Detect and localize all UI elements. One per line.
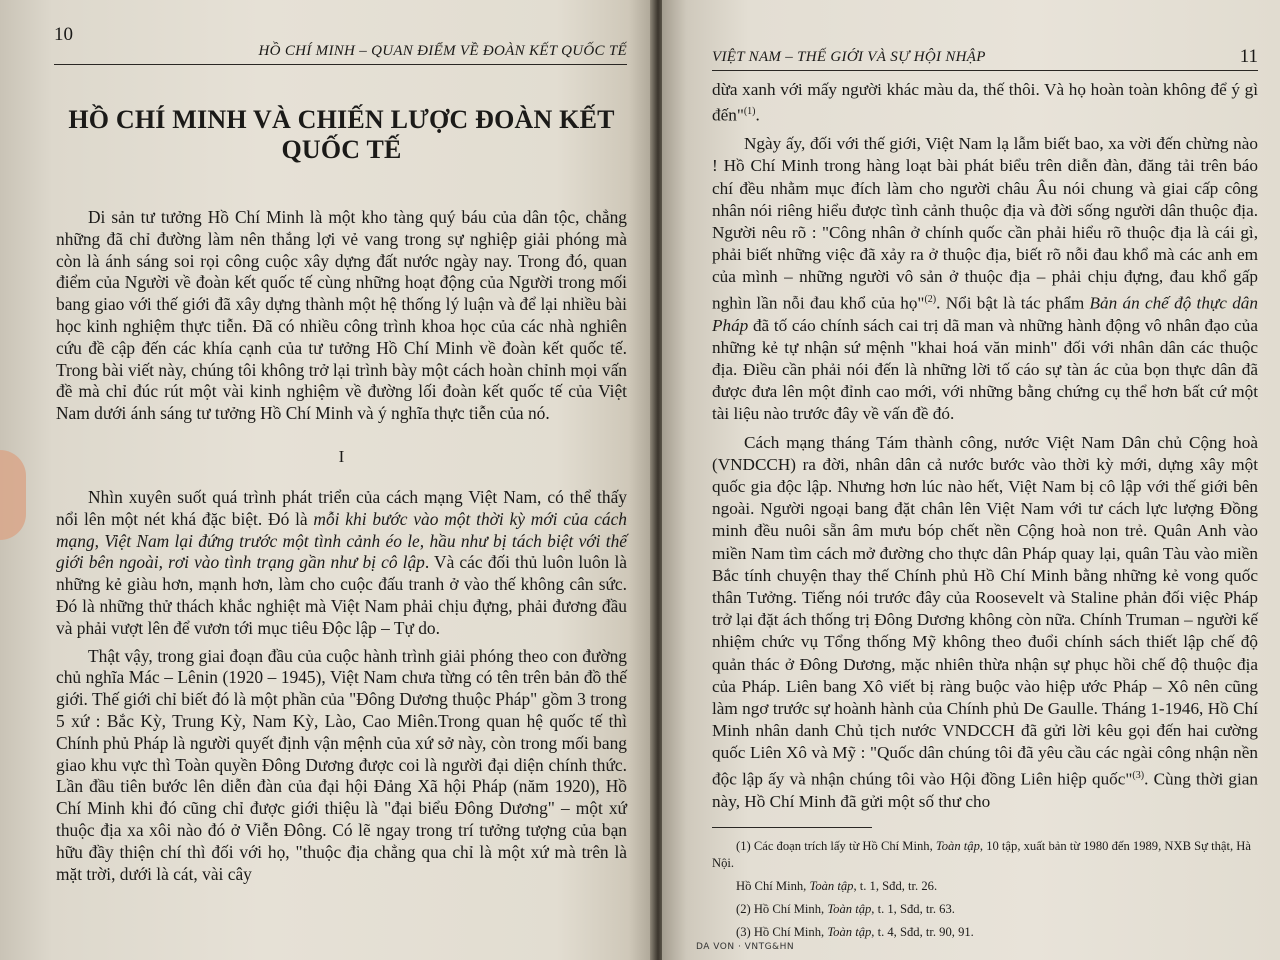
right-paragraph-1 xyxy=(712,79,1258,127)
text-run: , t. 1, Sđd, tr. 63. xyxy=(871,901,955,916)
footnote-ref: (2) xyxy=(924,293,937,305)
footnote-ref: (1) xyxy=(743,106,756,118)
text-run: . Cùng thời gian này, Hồ Chí Minh đã gửi một số thư cho xyxy=(712,769,1258,811)
right-paragraph-3 xyxy=(712,432,1258,813)
left-running-header xyxy=(54,20,627,65)
footnote-ref: (3) xyxy=(1132,769,1145,781)
text-run: Ngày ấy, đối với thế giới, Việt Nam lạ lẫm biết bao, xa vời đến chừng nào ! Hồ Chí Minh trong hàng loạt bài phát biểu trên diễn đàn, đăng tải trên báo chí đều nhằm mục đích làm cho người châu Âu nói chung và giai cấp công nhân nói riêng hiểu được tình cảnh thuộc địa và đời sống người dân thuộc địa. Người nêu rõ : "Công nhân ở chính quốc cần phải hiểu rõ thuộc địa là cái gì, phải biết những việc đã xảy ra ở thuộc địa, biết rõ nỗi đau khổ mà các anh em của mình – những người vô sản ở thuộc địa – phải chịu đựng, đau khổ gấp nghìn lần nỗi đau khổ của họ" xyxy=(712,134,1258,313)
section-number: I xyxy=(338,446,345,466)
footnote-1 xyxy=(712,838,1258,872)
left-page-number: 10 xyxy=(54,24,73,45)
italic-text-run: Bản án chế độ thực dân Pháp xyxy=(712,293,1258,335)
text-run: (1) Các đoạn trích lấy từ Hồ Chí Minh, xyxy=(736,838,936,853)
text-run: , 10 tập, xuất bản từ 1980 đến 1989, NXB Sự thật, Hà Nội. xyxy=(712,838,1251,870)
section-paragraph-2: Thật vậy, trong giai đoạn đầu của cuộc hành trình giải phóng theo con đường chủ nghĩa Mác – Lênin (1920 – 1945), Việt Nam chưa từng có tên trên bản đồ thế giới. Thế giới chỉ biết đó là một phần của "Đông Dương thuộc Pháp" gồm 3 trong 5 xứ : Bắc Kỳ, Trung Kỳ, Nam Kỳ, Lào, Cao Miên.Trong quan hệ quốc tế thì Chính phủ Pháp là người quyết định vận mệnh của xứ sở này, còn trong mối bang giao khu vực thì Toàn quyền Đông Dương được coi là người đại diện chính thức. Lần đầu tiên bước lên diễn đàn của đại hội Đảng Xã hội Pháp (năm 1920), Hồ Chí Minh khi đó cũng chỉ được giới thiệu là "đại biểu Đông Dương" – một xứ thuộc địa xa xôi nào đó ở Viễn Đông. Có lẽ ngay trong trí tưởng tượng của bạn hữu đầy thiện chí thì đối với họ, "thuộc địa chẳng qua chỉ là một xứ mà trên là mặt trời, dưới là cát, vài cây xyxy=(56,645,627,884)
italic-text-run: Toàn tập xyxy=(827,924,872,939)
right-running-header xyxy=(712,40,1258,71)
intro-paragraph: Di sản tư tưởng Hồ Chí Minh là một kho tàng quý báu của dân tộc, chẳng những đã chỉ đường làm nên thắng lợi vẻ vang trong sự nghiệp giải phóng mà còn là ánh sáng soi rọi công cuộc xây dựng đất nước ngày nay. Trong đó, quan điểm của Người về đoàn kết quốc tế cùng những hoạt động của Người trong mối bang giao với thế giới đã xây dựng thành một hệ thống lý luận và để lại nhiều bài học kinh nghiệm thực tiễn. Đã có nhiều công trình khoa học của các nhà nghiên cứu đề cập đến các khía cạnh của tư tưởng Hồ Chí Minh về đoàn kết quốc tế. Trong bài viết này, chúng tôi không trở lại trình bày một cách hoàn chỉnh mọi vấn đề mà chỉ đúc rút một vài kinh nghiệm về đường lối đoàn kết quốc tế của Việt Nam dưới ánh sáng tư tưởng Hồ Chí Minh và ý nghĩa thực tiễn của nó. xyxy=(56,207,627,424)
footnote-3 xyxy=(712,924,1258,941)
left-running-title: HỒ CHÍ MINH – QUAN ĐIỂM VỀ ĐOÀN KẾT QUỐC TẾ xyxy=(258,43,627,59)
right-page-number: 11 xyxy=(1239,46,1258,67)
right-page xyxy=(662,0,1280,960)
text-run: (3) Hồ Chí Minh, xyxy=(736,924,828,939)
right-paragraph-2 xyxy=(712,133,1258,425)
text-run: đã tố cáo chính sách cai trị dã man và những hành động vô nhân đạo của những kẻ tự nhận sứ mệnh "khai hoá văn minh" đối với nhân dân các thuộc địa. Điều cần phải nói đến là những lời tố cáo sự tàn ác của bọn thực dân đã được đưa lên một đỉnh cao mới, với những bằng chứng cụ thể hơn bất cứ một tài liệu nào trước đây về vấn đề đó. xyxy=(712,315,1258,424)
italic-text-run: Toàn tập xyxy=(809,878,854,893)
text-run: , t. 1, Sđd, tr. 26. xyxy=(853,878,938,893)
text-run: Hồ Chí Minh, xyxy=(736,878,810,893)
italic-text-run: Toàn tập xyxy=(827,901,872,916)
italic-text-run: mỗi khi bước vào một thời kỳ mới của cách mạng, Việt Nam lại đứng trước một tình cảnh éo le, hầu như bị tách biệt với thế giới bên ngoài, rơi vào tình trạng gần như bị cô lập xyxy=(56,508,627,573)
imprint-note: DA VON · VNTG&HN xyxy=(696,942,795,952)
chapter-title: HỒ CHÍ MINH VÀ CHIẾN LƯỢC ĐOÀN KẾT QUỐC TẾ xyxy=(68,105,615,164)
section-paragraph-1 xyxy=(56,487,627,640)
italic-text-run: Toàn tập xyxy=(935,838,980,853)
text-run: . Và các đối thủ luôn luôn là những kẻ giàu hơn, mạnh hơn, làm cho cuộc đấu tranh ở vào thế không cân sức. Đó là những thử thách khắc nghiệt mà Việt Nam phải chịu đựng, phải đương đầu và phải vượt lên để vươn tới mục tiêu Độc lập – Tự do. xyxy=(56,552,628,638)
footnote-2 xyxy=(712,901,1258,918)
text-run: Nhìn xuyên suốt quá trình phát triển của cách mạng Việt Nam, có thể thấy nổi lên một nét khá đặc biệt. Đó là xyxy=(56,486,627,529)
text-run: dừa xanh với mấy người khác màu da, thế thôi. Và họ hoàn toàn không để ý gì đến" xyxy=(712,80,1258,125)
text-run: , t. 4, Sđd, tr. 90, 91. xyxy=(871,924,974,939)
footnote-1b xyxy=(712,878,1258,895)
text-run: (2) Hồ Chí Minh, xyxy=(736,901,828,916)
text-run: . xyxy=(755,105,760,125)
thumb-at-edge xyxy=(0,450,26,540)
footnote-rule xyxy=(712,827,872,828)
right-running-title: VIỆT NAM – THẾ GIỚI VÀ SỰ HỘI NHẬP xyxy=(712,49,986,65)
text-run: . Nổi bật là tác phẩm xyxy=(936,293,1090,313)
text-run: Cách mạng tháng Tám thành công, nước Việt Nam Dân chủ Cộng hoà (VNDCCH) ra đời, nhân dân cả nước bước vào thời kỳ mới, dựng xây một quốc gia độc lập. Nhưng hơn lúc nào hết, Việt Nam bị cô lập với thế giới bên ngoài. Người ngoại bang đặt chân lên Việt Nam với tư cách lực lượng Đồng minh đều nuôi sẵn âm mưu bóp chết nền Cộng hoà non trẻ. Quân Anh vào miền Nam tìm cách mở đường cho thực dân Pháp quay lại, quân Tàu vào miền Bắc tính chuyện thay thế Chính phủ Hồ Chí Minh bằng những kẻ vong quốc thân Tưởng. Tiếng nói trước đây của Roosevelt và Staline phản đối việc Pháp trở lại đặt ách thống trị Đông Dương không còn nữa. Chính Truman – người kế nhiệm chức vụ Tổng thống Mỹ không theo đuổi chính sách thiết lập chế độ quản thác ở Đông Dương, mặc nhiên thừa nhận sự phục hồi chế độ thuộc địa của Pháp. Liên bang Xô viết bị ràng buộc vào hiệp ước Pháp – Xô nên cũng làm ngơ trước sự hoành hành của Chính phủ De Gaulle. Tháng 1-1946, Hồ Chí Minh nhân danh Chủ tịch nước VNDCCH đã gửi lời kêu gọi đến hai cường quốc Liên Xô và Mỹ : "Quốc dân chúng tôi đã yêu cầu các ngài công nhận nền độc lập ấy và nhận chúng tôi vào Hội đồng Liên hiệp quốc" xyxy=(712,432,1258,789)
